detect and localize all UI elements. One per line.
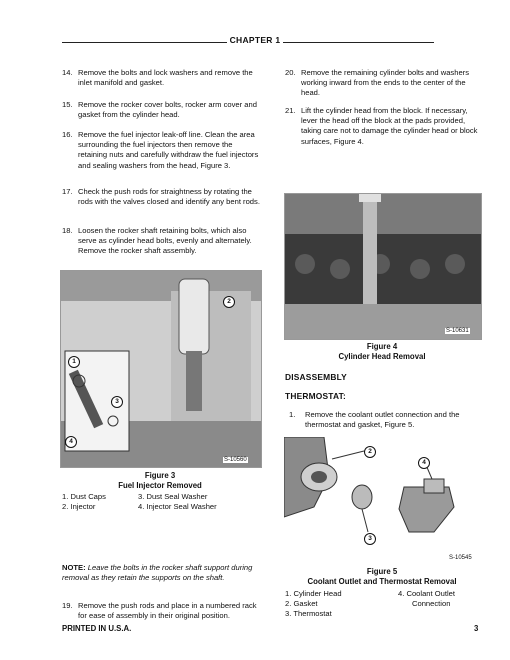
figure-3-code: S-10560 <box>224 457 247 463</box>
figure-5-image <box>284 437 480 565</box>
figure-5-callout-2: 2 <box>364 446 376 458</box>
figure-3-callout-3: 3 <box>111 396 123 408</box>
figure-5-legend-2: 2. Gasket <box>285 599 318 608</box>
section-thermostat: THERMOSTAT: <box>285 391 346 401</box>
footer-printed: PRINTED IN U.S.A. <box>62 624 132 633</box>
figure-5-subtitle: Coolant Outlet and Thermostat Removal <box>307 577 457 586</box>
note-block: NOTE: Leave the bolts in the rocker shaft support during removal as they retain the supports on the shaft. <box>62 563 253 583</box>
page-number: 3 <box>474 624 479 633</box>
figure-3-legend-1: 1. Dust Caps <box>62 492 106 501</box>
figure-3-title: Figure 3 <box>144 471 176 480</box>
figure-3-callout-2: 2 <box>223 296 235 308</box>
section-disassembly: DISASSEMBLY <box>285 372 347 382</box>
step-15: 15. Remove the rocker cover bolts, rocker arm cover and gasket from the cylinder head. <box>62 100 257 120</box>
step-19: 19. Remove the push rods and place in a numbered rack for ease of assembly in their original position. <box>62 601 257 621</box>
figure-4-code: S-10631 <box>446 328 469 334</box>
step-1: 1. Remove the coolant outlet connection and the thermostat and gasket, Figure 5. <box>289 410 460 430</box>
step-20: 20. Remove the remaining cylinder bolts and washers working inward from the ends to the center of the head. <box>285 68 469 98</box>
figure-5-legend-3: 3. Thermostat <box>285 609 332 618</box>
figure-5-legend-4: 4. Coolant Outlet <box>398 589 456 598</box>
thermostat-assembly-illustration <box>284 437 480 565</box>
chapter-heading: CHAPTER 1 <box>0 35 510 45</box>
figure-3-callout-4: 4 <box>65 436 77 448</box>
figure-3-legend-2: 2. Injector <box>62 502 96 511</box>
step-16: 16. Remove the fuel injector leak-off line. Clean the area surrounding the fuel injectors then remove the retaining nuts and carefully withdraw the fuel injectors and sealing washers from the head, Figure 3. <box>62 130 259 170</box>
figure-4-image <box>284 193 482 340</box>
figure-5-callout-4: 4 <box>418 457 430 469</box>
cylinder-head-illustration <box>285 194 481 339</box>
figure-5-legend-1: 1. Cylinder Head <box>285 589 342 598</box>
figure-4-title: Figure 4 <box>366 342 398 351</box>
step-21: 21. Lift the cylinder head from the block. If necessary, lever the head off the block at the pads provided, taking care not to damage the cylinder head or block surfaces, Figure 4. <box>285 106 478 146</box>
figure-5-legend-4-cont: Connection <box>412 599 451 608</box>
figure-3-image <box>60 270 262 468</box>
figure-3-subtitle: Fuel Injector Removed <box>118 481 202 490</box>
figure-3-legend-4: 4. Injector Seal Washer <box>138 502 217 511</box>
figure-3-legend-3: 3. Dust Seal Washer <box>138 492 208 501</box>
step-18: 18. Loosen the rocker shaft retaining bolts, which also serve as cylinder head bolts, evenly and alternately. Remove the rocker shaft assembly. <box>62 226 252 256</box>
figure-5-code: S-10545 <box>449 555 472 561</box>
step-14: 14. Remove the bolts and lock washers and remove the inlet manifold and gasket. <box>62 68 253 88</box>
step-17: 17. Check the push rods for straightness by rotating the rods with the valves closed and identify any bent rods. <box>62 187 260 207</box>
figure-5-title: Figure 5 <box>366 567 398 576</box>
figure-5-callout-3: 3 <box>364 533 376 545</box>
figure-3-callout-1: 1 <box>68 356 80 368</box>
figure-4-subtitle: Cylinder Head Removal <box>338 352 426 361</box>
